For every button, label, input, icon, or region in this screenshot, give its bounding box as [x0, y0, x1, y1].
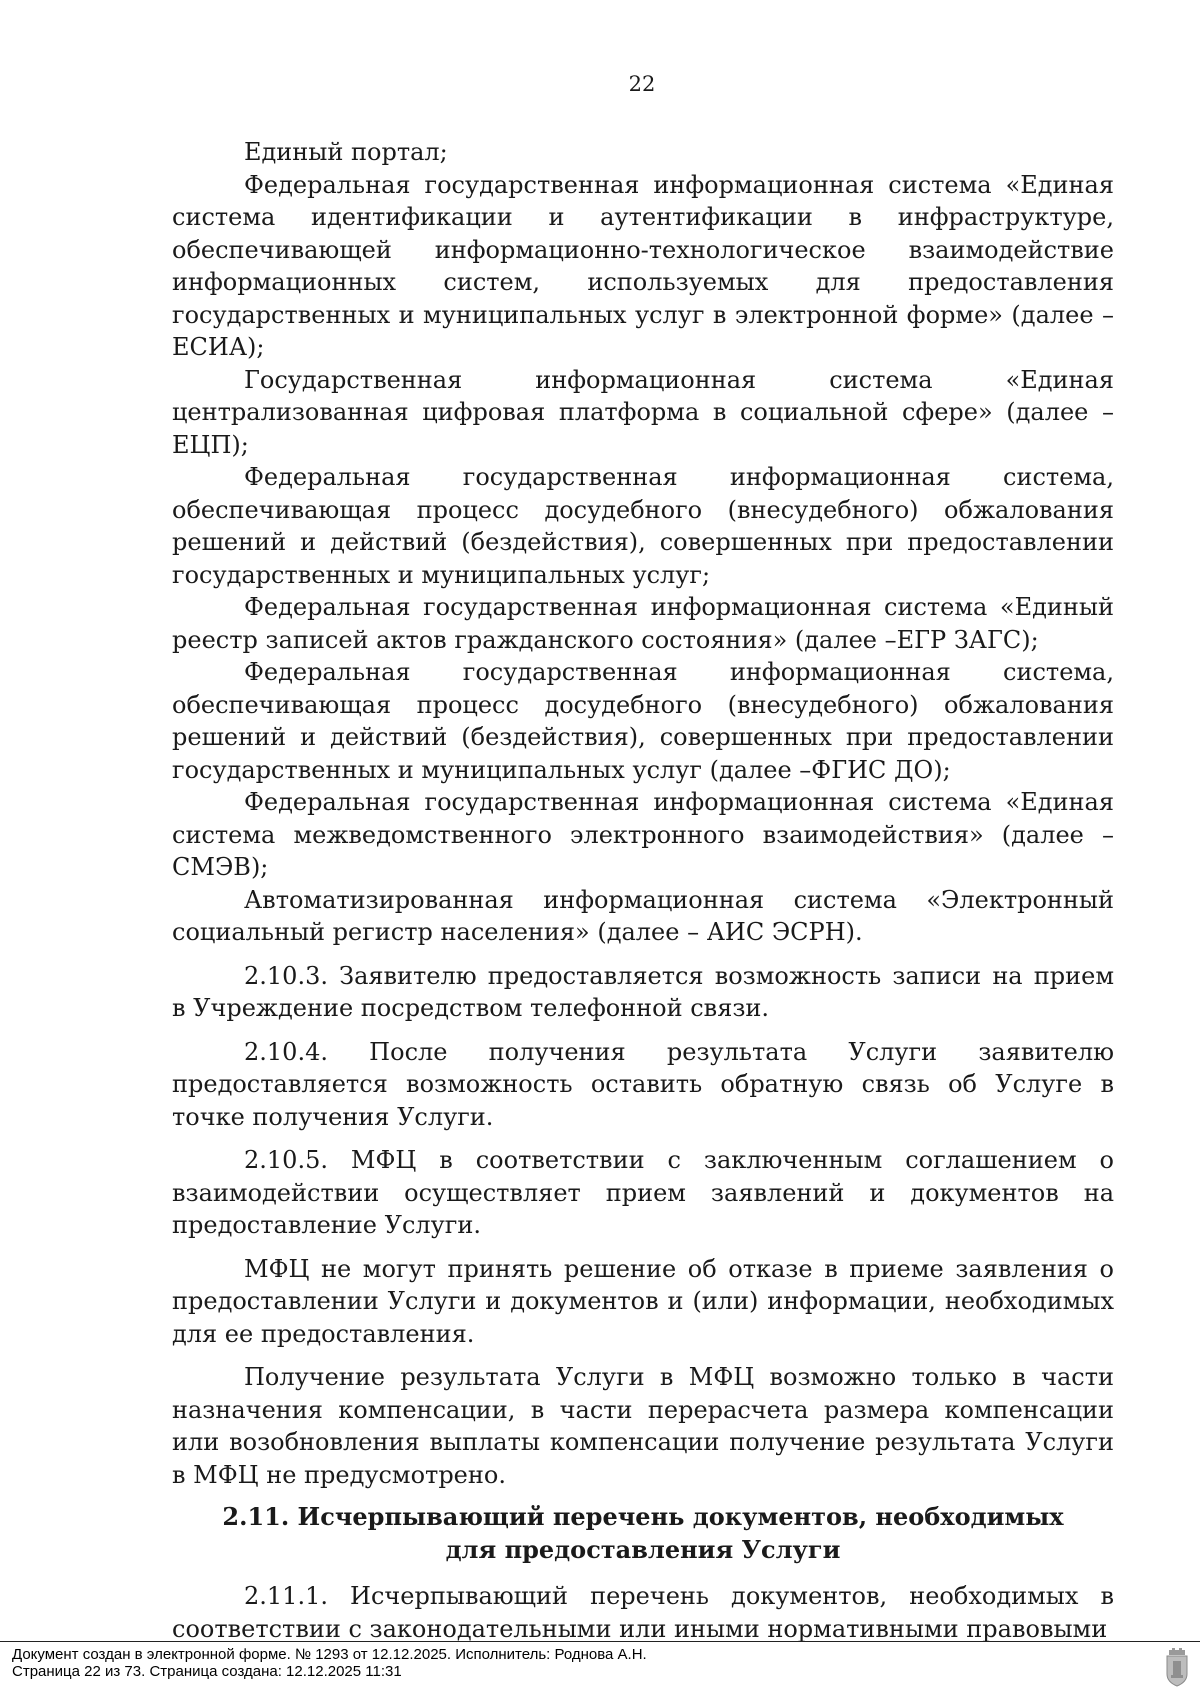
paragraph: 2.10.4. После получения результата Услуги заявителю предоставляется возможность оставить обратную связь об Услуге в точке получения Услуги.: [172, 1037, 1114, 1131]
paragraph: Федеральная государственная информационная система «Единая система идентификации и аутентификации в инфраструктуре, обеспечивающей информационно-технологическое взаимодействие информационных систем, используемых для предоставления государственных и муниципальных услуг в электронной форме» (далее – ЕСИА);: [172, 170, 1114, 361]
section-heading: 2.11. Исчерпывающий перечень документов, необходимых для предоставления Услуги: [222, 1502, 1064, 1564]
paragraph: Единый портал;: [244, 138, 448, 166]
paragraph: Государственная информационная система «Единая централизованная цифровая платформа в социальной сфере» (далее – ЕЦП);: [172, 365, 1114, 459]
paragraph: Федеральная государственная информационная система, обеспечивающая процесс досудебного (внесудебного) обжалования решений и действий (бездействия), совершенных при предоставлении государственных и муниципальных услуг (далее –ФГИС ДО);: [172, 658, 1114, 784]
paragraph: 2.10.3. Заявителю предоставляется возможность записи на прием в Учреждение посредством телефонной связи.: [172, 961, 1114, 1022]
footer-text: [12, 1646, 647, 1680]
footer-line-2: Страница 22 из 73. Страница создана: 12.12.2025 11:31: [12, 1663, 402, 1680]
paragraph: Получение результата Услуги в МФЦ возможно только в части назначения компенсации, в части перерасчета размера компенсации или возобновления выплаты компенсации получение результата Услуги в МФЦ не предусмотрено.: [172, 1363, 1114, 1489]
paragraph: Федеральная государственная информационная система «Единая система межведомственного электронного взаимодействия» (далее – СМЭВ);: [172, 788, 1114, 881]
coat-of-arms-icon: [1164, 1648, 1190, 1688]
paragraph: Федеральная государственная информационная система, обеспечивающая процесс досудебного (внесудебного) обжалования решений и действий (бездействия), совершенных при предоставлении государственных и муниципальных услуг;: [172, 463, 1114, 589]
footer-line-1: Документ создан в электронной форме. № 1293 от 12.12.2025. Исполнитель: Роднова А.Н.: [12, 1646, 647, 1663]
paragraph: 2.11.1. Исчерпывающий перечень документов, необходимых в соответствии с законодательными или иными нормативными правовыми: [172, 1582, 1114, 1643]
document-body: [172, 136, 1114, 1645]
paragraph: МФЦ не могут принять решение об отказе в приеме заявления о предоставлении Услуги и документов и (или) информации, необходимых для ее предоставления.: [172, 1254, 1114, 1348]
paragraph: 2.10.5. МФЦ в соответствии с заключенным соглашением о взаимодействии осуществляет прием заявлений и документов на предоставление Услуги.: [172, 1146, 1114, 1239]
paragraph: Автоматизированная информационная система «Электронный социальный регистр населения» (далее – АИС ЭСРН).: [172, 885, 1114, 946]
document-footer: [0, 1641, 1200, 1680]
paragraph: Федеральная государственная информационная система «Единый реестр записей актов гражданского состояния» (далее –ЕГР ЗАГС);: [172, 593, 1114, 654]
page-number: 22: [628, 72, 656, 96]
